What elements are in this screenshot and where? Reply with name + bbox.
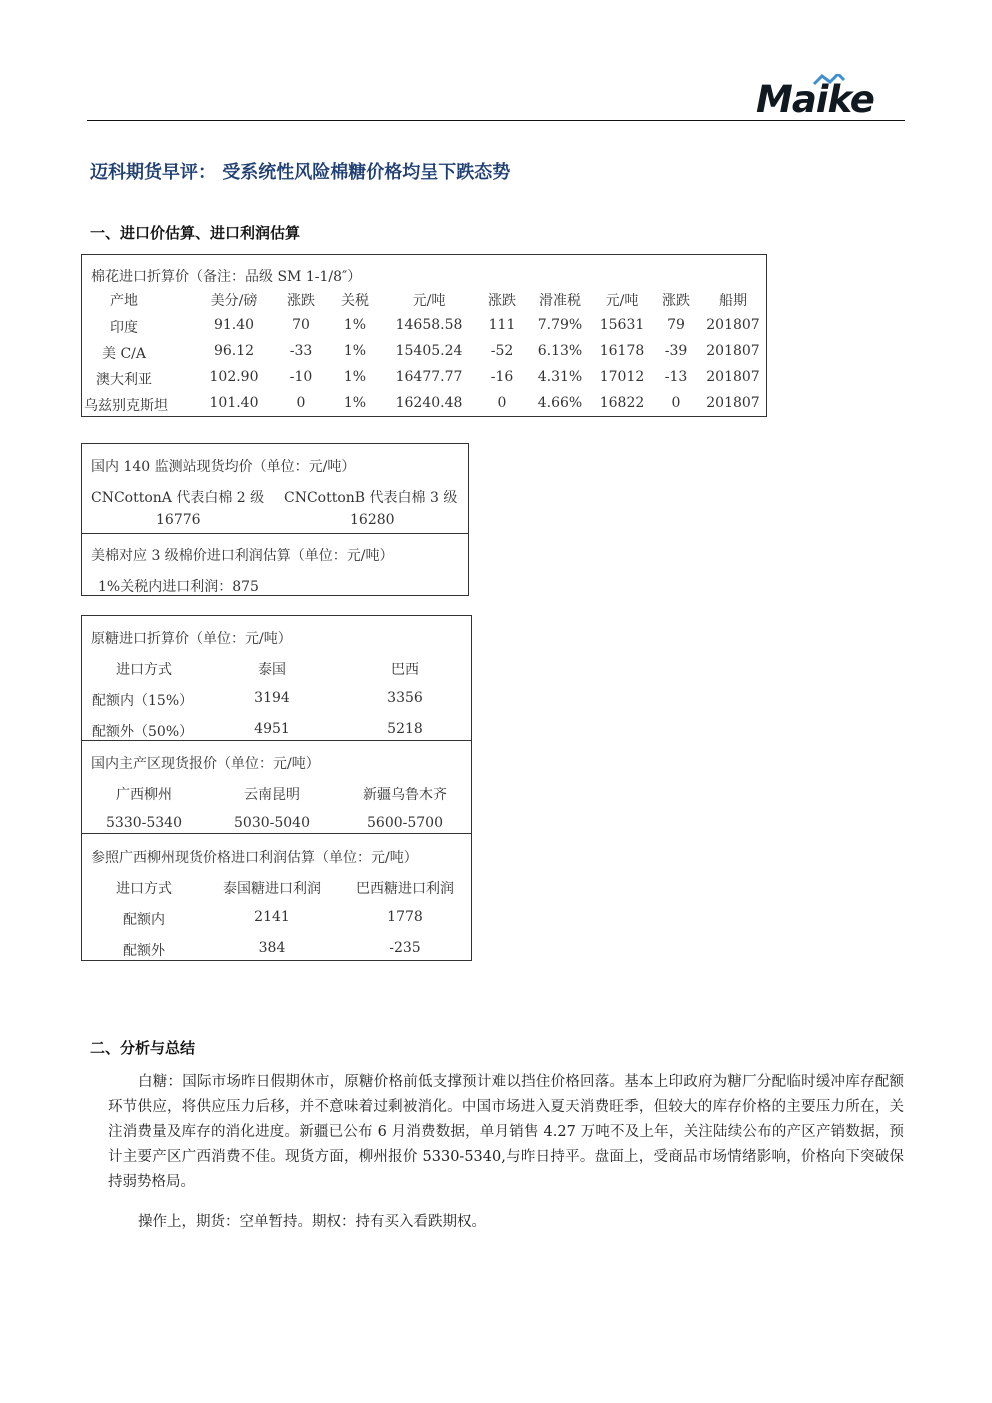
sugar-profit-caption: 参照广西柳州现货价格进口利润估算（单位：元/吨） (91, 850, 418, 866)
logo-text: Maike (756, 78, 874, 121)
maike-logo (756, 74, 890, 120)
cotton-import-cell: 0 (671, 395, 681, 411)
cotton-import-cell: 0 (497, 395, 507, 411)
cotton-import-cell: 6.13% (537, 343, 583, 359)
cotton-import-header: 船期 (719, 293, 747, 309)
cotton-import-cell: 96.12 (213, 343, 255, 359)
cotton-import-table (81, 254, 767, 417)
sugar-import-header-method: 进口方式 (116, 662, 172, 678)
sugar-import-cell: 4951 (254, 721, 290, 737)
cotton-import-origin: 美 C/A (102, 346, 146, 362)
section-heading-analysis: 二、分析与总结 (90, 1039, 196, 1057)
cotton-import-cell: -10 (289, 369, 313, 385)
cotton-import-cell: 111 (488, 317, 516, 333)
section-heading-import: 一、进口价估算、进口利润估算 (90, 224, 301, 242)
sugar-spot-price: 5030-5040 (234, 815, 310, 831)
sugar-import-header-brazil: 巴西 (391, 662, 419, 678)
header-rule (87, 120, 905, 121)
analysis-paragraph: 白糖：国际市场昨日假期休市，原糖价格前低支撑预计难以挡住价格回落。基本上印政府为糖厂分配临时缓冲库存配额环节供应，将供应压力后移，并不意味着过剩被消化。中国市场进入夏天消费旺季，但较大的库存价格的主要压力所在，关注消费量及库存的消化进度。新疆已公布 6 月消费数据，单月销售 4.27 万吨不及上年，关注陆续公布的产区产销数据，预计主要产区广西消费不佳。现货方面，柳州报价 5330-5340,与昨日持平。盘面上，受商品市场情绪影响，价格向下突破保持弱势格局。 (108, 1074, 904, 1190)
cotton-import-header: 元/吨 (605, 293, 639, 309)
sugar-profit-cell: 1778 (387, 909, 423, 925)
cotton-import-header: 关税 (341, 293, 369, 309)
cotton-import-cell: -52 (490, 343, 514, 359)
sugar-import-cell: 3356 (387, 690, 423, 706)
cotton-profit-caption: 美棉对应 3 级棉价进口利润估算（单位：元/吨） (91, 548, 394, 564)
cotton-import-cell: 16822 (599, 395, 645, 411)
cotton-import-cell: 102.90 (209, 369, 259, 385)
sugar-profit-cell: -235 (389, 940, 421, 956)
sugar-import-caption: 原糖进口折算价（单位：元/吨） (91, 631, 292, 647)
cotton-import-cell: 91.40 (213, 317, 255, 333)
sugar-import-cell: 5218 (387, 721, 423, 737)
cotton-import-cell: 101.40 (209, 395, 259, 411)
sugar-spot-caption: 国内主产区现货报价（单位：元/吨） (91, 756, 320, 772)
cotton-import-cell: 0 (296, 395, 306, 411)
cnCottonA-value: 16776 (156, 512, 201, 528)
cotton-import-cell: 15631 (599, 317, 645, 333)
cotton-import-cell: 1% (343, 395, 367, 411)
cotton-import-cell: 201807 (706, 395, 760, 411)
sugar-profit-cell: 2141 (254, 909, 290, 925)
sugar-import-row-label: 配额内（15%） (92, 693, 194, 709)
cotton-import-header: 涨跌 (488, 293, 516, 309)
sugar-spot-region: 云南昆明 (244, 787, 300, 803)
sugar-profit-header-method: 进口方式 (116, 881, 172, 897)
cotton-import-cell: 4.66% (537, 395, 583, 411)
cnCottonB-value: 16280 (350, 512, 395, 528)
sugar-spot-region: 广西柳州 (116, 787, 172, 803)
cotton-import-origin: 印度 (110, 320, 138, 336)
cotton-profit-value: 1%关税内进口利润：875 (98, 579, 259, 595)
cotton-import-header: 美分/磅 (210, 293, 258, 309)
divider (82, 533, 468, 534)
cotton-domestic-box (81, 443, 469, 596)
cnCottonA-label: CNCottonA 代表白棉 2 级 (91, 490, 265, 506)
sugar-import-cell: 3194 (254, 690, 290, 706)
cotton-domestic-caption: 国内 140 监测站现货均价（单位：元/吨） (91, 459, 356, 475)
sugar-profit-row-label: 配额内 (123, 912, 165, 928)
sugar-profit-row-label: 配额外 (123, 943, 165, 959)
sugar-profit-header-thailand: 泰国糖进口利润 (223, 881, 321, 897)
sugar-box (81, 615, 472, 961)
sugar-spot-region: 新疆乌鲁木齐 (363, 787, 447, 803)
cotton-import-cell: 16477.77 (395, 369, 463, 385)
cotton-import-caption: 棉花进口折算价（备注：品级 SM 1-1/8″） (91, 269, 362, 285)
sugar-spot-price: 5600-5700 (367, 815, 443, 831)
operation-paragraph: 操作上，期货：空单暂持。期权：持有买入看跌期权。 (138, 1214, 486, 1230)
cotton-import-cell: -39 (664, 343, 688, 359)
cotton-import-header: 元/吨 (412, 293, 446, 309)
sugar-import-header-thailand: 泰国 (258, 662, 286, 678)
divider (82, 833, 471, 834)
cotton-import-cell: 1% (343, 343, 367, 359)
cotton-import-origin: 澳大利亚 (96, 372, 152, 388)
report-title: 迈科期货早评： 受系统性风险棉糖价格均呈下跌态势 (90, 162, 511, 183)
cotton-import-cell: 201807 (706, 317, 760, 333)
sugar-profit-header-brazil: 巴西糖进口利润 (356, 881, 454, 897)
cotton-import-origin: 乌兹别克斯坦 (84, 398, 168, 414)
cotton-import-cell: 201807 (706, 369, 760, 385)
cotton-import-cell: 16178 (599, 343, 645, 359)
cotton-import-cell: 79 (667, 317, 685, 333)
cotton-import-cell: 14658.58 (395, 317, 463, 333)
cotton-import-header: 产地 (110, 293, 138, 309)
divider (82, 740, 471, 741)
cotton-import-header: 涨跌 (287, 293, 315, 309)
cotton-import-cell: 15405.24 (395, 343, 463, 359)
cotton-import-header: 滑准税 (539, 293, 581, 309)
cotton-import-cell: 4.31% (537, 369, 583, 385)
cotton-import-cell: 16240.48 (395, 395, 463, 411)
cotton-import-cell: 17012 (599, 369, 645, 385)
cotton-import-cell: 70 (292, 317, 310, 333)
cnCottonB-label: CNCottonB 代表白棉 3 级 (284, 490, 458, 506)
cotton-import-header: 涨跌 (662, 293, 690, 309)
cotton-import-cell: -16 (490, 369, 514, 385)
cotton-import-cell: 1% (343, 317, 367, 333)
cotton-import-cell: 7.79% (537, 317, 583, 333)
cotton-import-cell: -13 (664, 369, 688, 385)
sugar-spot-price: 5330-5340 (106, 815, 182, 831)
sugar-profit-cell: 384 (258, 940, 286, 956)
cotton-import-cell: -33 (289, 343, 313, 359)
cotton-import-cell: 1% (343, 369, 367, 385)
sugar-import-row-label: 配额外（50%） (92, 724, 194, 740)
cotton-import-cell: 201807 (706, 343, 760, 359)
